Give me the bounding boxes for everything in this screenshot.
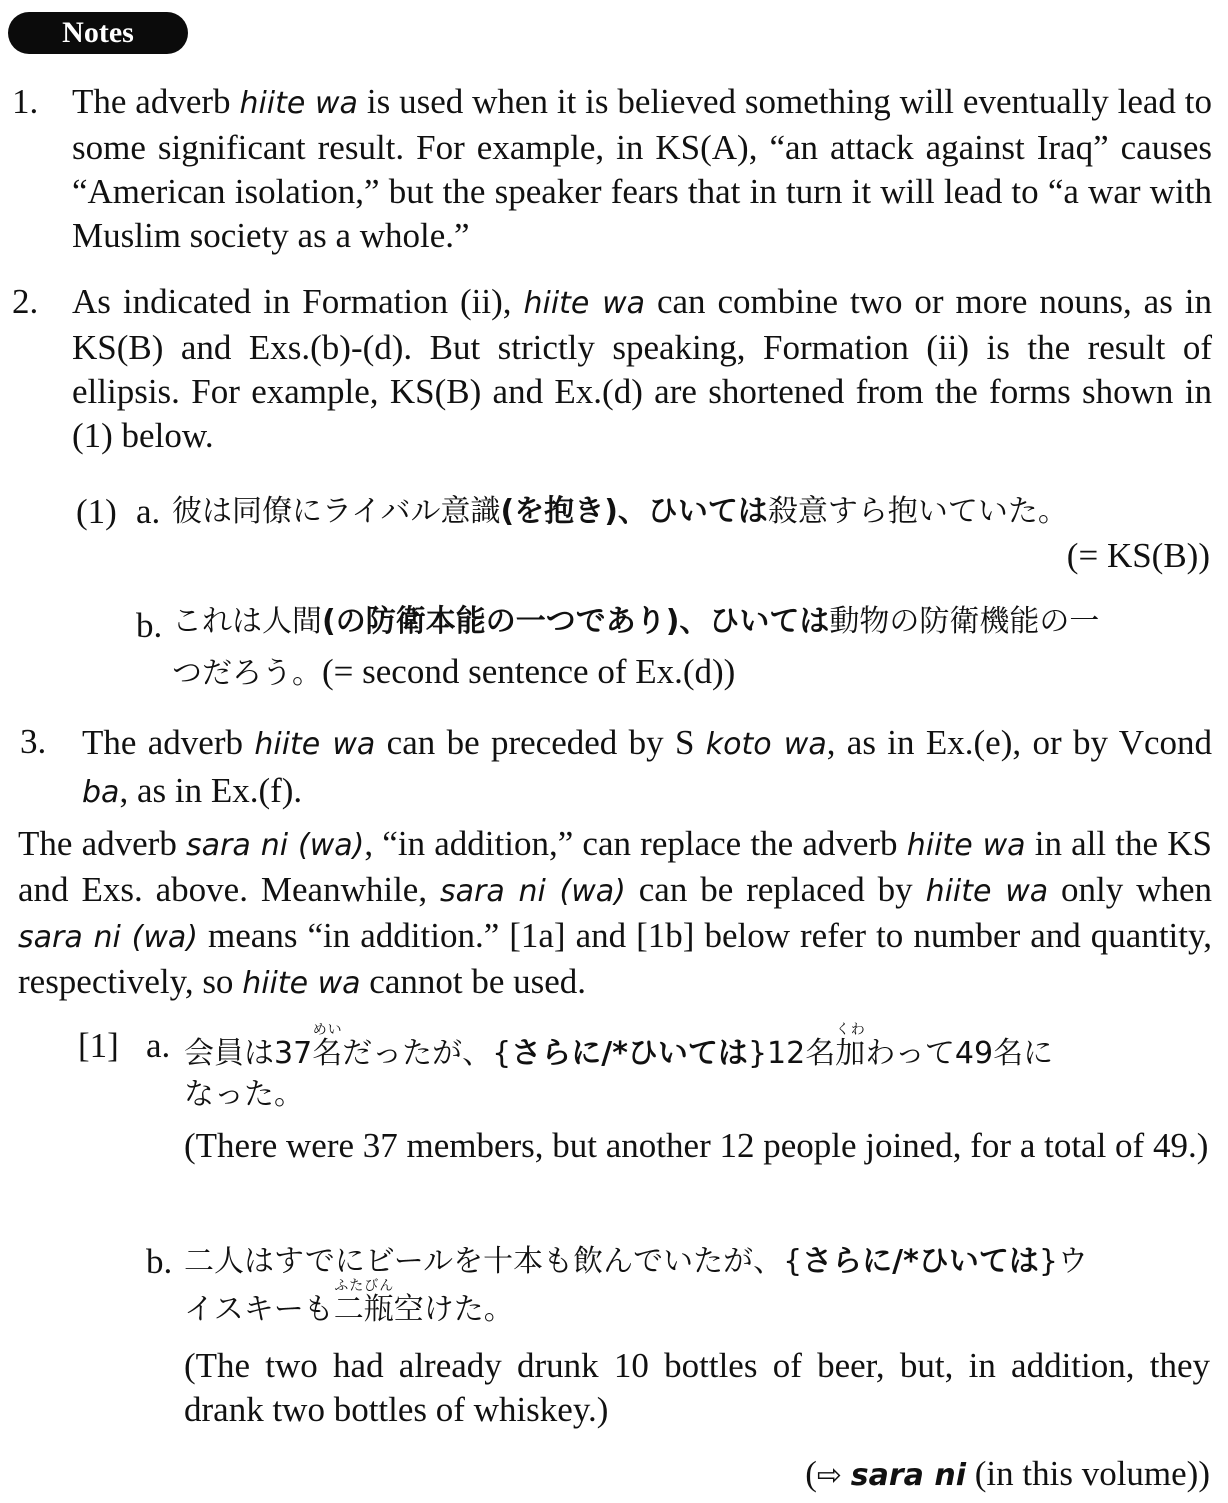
- item-label: b.: [146, 1242, 173, 1281]
- term: sara ni (wa): [18, 920, 199, 955]
- jp-text: イスキーも: [184, 1292, 334, 1327]
- item-label: a.: [146, 1026, 171, 1065]
- furigana: [312, 1022, 343, 1071]
- note-2: [12, 280, 1212, 458]
- term: koto wa: [705, 727, 827, 762]
- arrow-icon: ⇨: [816, 1458, 843, 1493]
- term: sara ni (wa): [186, 828, 365, 863]
- jp-text: 殺意すら抱いていた。: [767, 494, 1068, 529]
- jp-text: つだろう。: [172, 656, 322, 691]
- term: hiite wa: [242, 966, 361, 1001]
- text: , as in Ex.(f).: [119, 771, 303, 810]
- example-2a: [184, 1022, 1053, 1074]
- text: in all the KS and Exs. above. Meanwhile,: [18, 824, 1212, 909]
- text: means “in addition.” [1a] and [1b] below refer to number and quantity, respectively, so: [18, 916, 1212, 1001]
- furigana: [835, 1022, 866, 1071]
- example-2b-cont: [184, 1278, 514, 1330]
- jp-text: }12名: [747, 1036, 836, 1071]
- jp-text: 二人はすでにビールを十本も飲んでいたが、{: [184, 1244, 803, 1279]
- ruby-text: めい: [312, 1022, 343, 1038]
- example-2a-cont: なった。: [184, 1077, 304, 1112]
- cross-reference[interactable]: [805, 1452, 1210, 1496]
- text: (in this volume)): [966, 1454, 1210, 1493]
- example-1b-cont: [172, 650, 735, 694]
- jp-bold: (の防衛本能の一つであり)、ひいては: [322, 604, 830, 639]
- translation-2b: (The two had already drunk 10 bottles of beer, but, in addition, they drank two bottles of whiskey.): [184, 1346, 1210, 1429]
- note-text: [82, 720, 1212, 816]
- text: The adverb: [18, 824, 187, 863]
- notes-badge: Notes: [8, 12, 188, 54]
- ruby-text: くわ: [835, 1022, 866, 1038]
- example-2: [0, 1010, 1210, 1460]
- jp-text: 彼は同僚にライバル意識: [172, 494, 501, 529]
- text: can combine two or more nouns, as in KS(B) and Exs.(b)-(d). But strictly speaking, Formation (ii) is the result of ellipsis. For example, KS(B) and Ex.(d) are shortened from the forms shown in (1) below.: [72, 282, 1213, 455]
- term: sara ni: [850, 1458, 966, 1493]
- ruby-text: ふたびん: [333, 1278, 394, 1294]
- reference: (= KS(B)): [1066, 536, 1210, 575]
- jp-text: 会員は37: [184, 1036, 313, 1071]
- example-label: [1]: [78, 1026, 119, 1065]
- example-1: [0, 478, 1210, 708]
- explanation-paragraph: [18, 822, 1212, 1006]
- text: As indicated in Formation (ii),: [72, 282, 524, 321]
- term: hiite wa: [239, 86, 358, 121]
- term: hiite wa: [523, 286, 646, 321]
- note-number: 3.: [20, 722, 47, 761]
- jp-text: わって49名に: [865, 1036, 1054, 1071]
- example-1b: [172, 598, 1099, 642]
- text: is used when it is believed something will eventually lead to some significant result. For example, in KS(A), “an attack against Iraq” causes “American isolation,” but the speaker fears that in turn it will lead to “a war with Muslim society as a whole.”: [72, 82, 1213, 255]
- example-label: (1): [76, 492, 117, 531]
- jp-bold: (を抱き)、ひいては: [500, 494, 768, 529]
- jp-text: これは人間: [172, 604, 322, 639]
- term: hiite wa: [925, 874, 1049, 909]
- text: , “in addition,” can replace the adverb: [364, 824, 907, 863]
- example-1a: [172, 488, 1068, 532]
- note-3: [12, 720, 1212, 816]
- jp-text: 空けた。: [393, 1292, 514, 1327]
- jp-text: だったが、{: [342, 1036, 512, 1071]
- note-text: [72, 280, 1212, 458]
- jp-text: 動物の防衛機能の一: [829, 604, 1100, 639]
- ruby-base: 名: [312, 1036, 343, 1071]
- paren: (: [805, 1454, 817, 1493]
- note-number: 1.: [12, 82, 39, 121]
- term: sara ni (wa): [440, 874, 626, 909]
- note-1: [12, 80, 1212, 258]
- jp-text: }ウ: [1038, 1244, 1088, 1279]
- jp-bold: さらに/*ひいては: [511, 1036, 748, 1071]
- note-text: [72, 80, 1212, 258]
- text: can be replaced by: [625, 870, 926, 909]
- text: only when: [1048, 870, 1213, 909]
- term: ba: [82, 775, 120, 810]
- text: can be preceded by S: [375, 723, 706, 762]
- translation-2a: (There were 37 members, but another 12 people joined, for a total of 49.): [184, 1126, 1209, 1165]
- jp-bold: さらに/*ひいては: [802, 1244, 1039, 1279]
- ruby-base: 加: [835, 1036, 866, 1071]
- note-number: 2.: [12, 282, 39, 321]
- text: (= second sentence of Ex.(d)): [322, 652, 736, 691]
- term: hiite wa: [254, 727, 376, 762]
- text: cannot be used.: [360, 962, 587, 1001]
- text: , as in Ex.(e), or by Vcond: [826, 723, 1212, 762]
- item-label: b.: [136, 606, 163, 645]
- text: The adverb: [72, 82, 240, 121]
- item-label: a.: [136, 492, 161, 531]
- ruby-base: 二瓶: [333, 1292, 394, 1327]
- example-2b: [184, 1238, 1088, 1282]
- text: The adverb: [82, 723, 255, 762]
- furigana: [333, 1278, 394, 1327]
- term: hiite wa: [906, 828, 1026, 863]
